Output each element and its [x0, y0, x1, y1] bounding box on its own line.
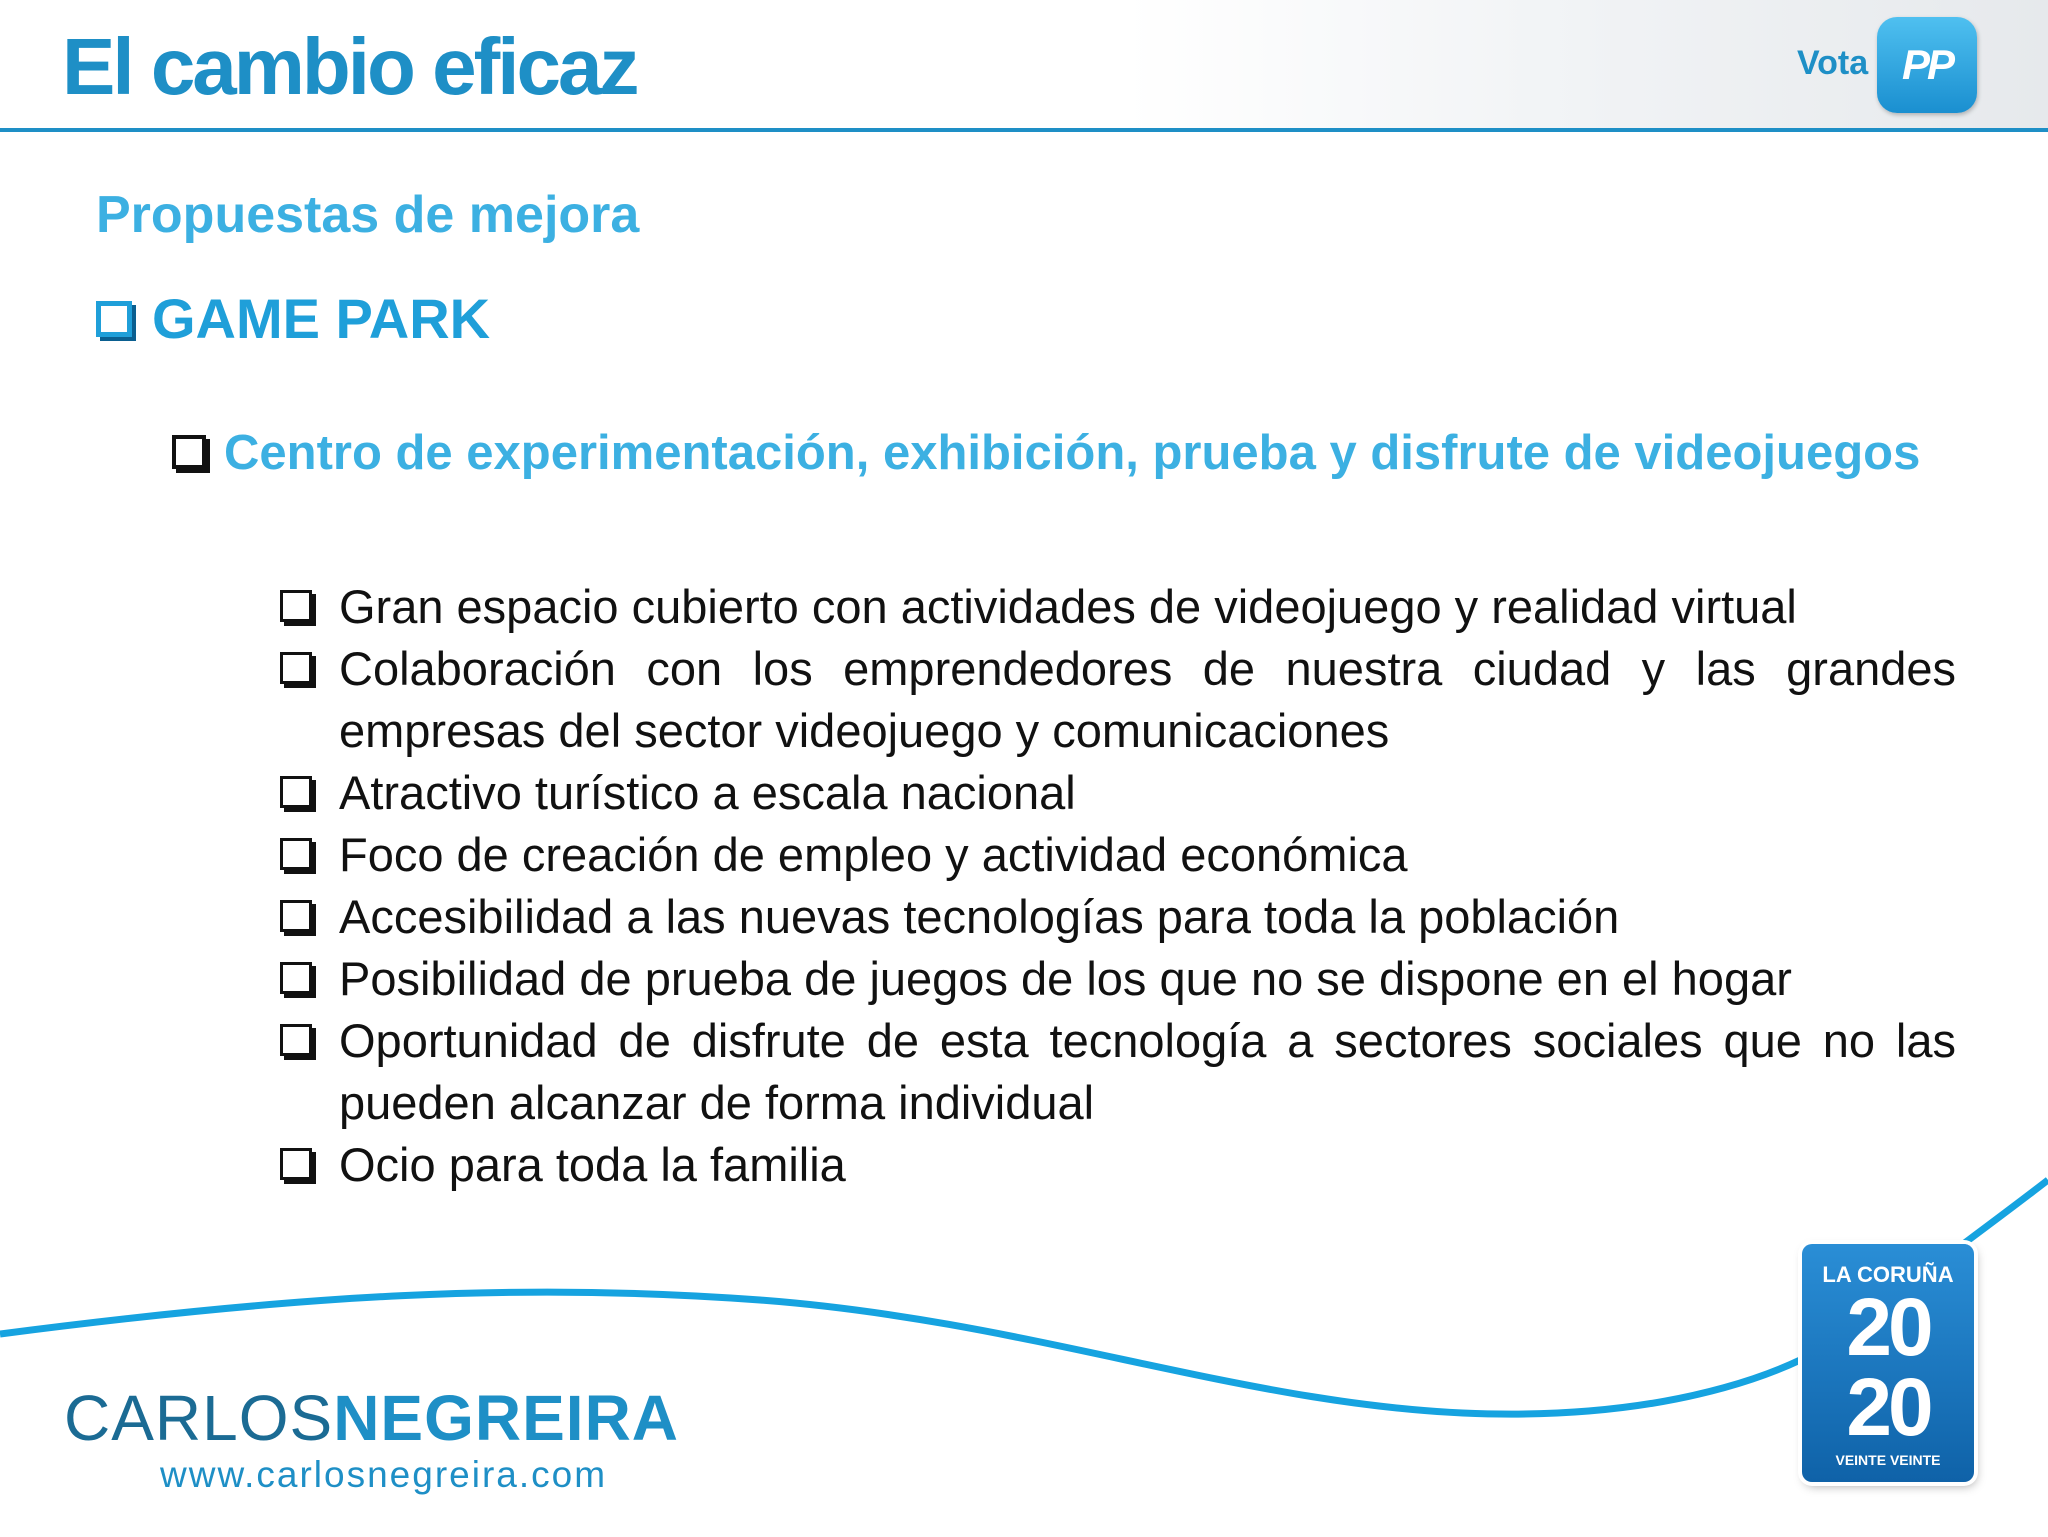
slogan: El cambio eficaz	[62, 22, 637, 111]
list-item-text: Gran espacio cubierto con actividades de videojuego y realidad virtual	[339, 580, 1797, 633]
website-link[interactable]: www.carlosnegreira.com	[160, 1454, 608, 1495]
list-item-text: Colaboración con los emprendedores de nuestra ciudad y las grandes empresas del sector videojuego y comunicaciones	[339, 642, 1956, 757]
list-item-text: Posibilidad de prueba de juegos de los que no se dispone en el hogar	[339, 952, 1792, 1005]
list-item-text: Accesibilidad a las nuevas tecnologías para toda la población	[339, 890, 1620, 943]
list-item-text: Foco de creación de empleo y actividad económica	[339, 828, 1408, 881]
candidate-brand	[64, 1382, 679, 1454]
badge-year-bottom: 20	[1846, 1362, 1930, 1453]
badge-caption: VEINTE VEINTE	[1835, 1452, 1941, 1468]
list-item-text: Ocio para toda la familia	[339, 1138, 846, 1191]
topic-label: GAME PARK	[152, 287, 491, 350]
badge-year-top: 20	[1846, 1282, 1930, 1373]
vota-label: Vota	[1797, 44, 1869, 82]
brand-first-name: CARLOS	[64, 1382, 334, 1454]
badge-city: LA CORUÑA	[1822, 1262, 1954, 1287]
subheading-text: Centro de experimentación, exhibición, prueba y disfrute de videojuegos	[224, 426, 1921, 480]
coruna-2020-badge	[1802, 1244, 1974, 1482]
list-item-text: Oportunidad de disfrute de esta tecnología a sectores sociales que no las pueden alcanzar de forma individual	[339, 1014, 1956, 1129]
section-title: Propuestas de mejora	[96, 186, 640, 244]
brand-last-name: NEGREIRA	[333, 1382, 679, 1454]
pp-logo-text: PP	[1901, 41, 1953, 88]
list-item-text: Atractivo turístico a escala nacional	[339, 766, 1076, 819]
